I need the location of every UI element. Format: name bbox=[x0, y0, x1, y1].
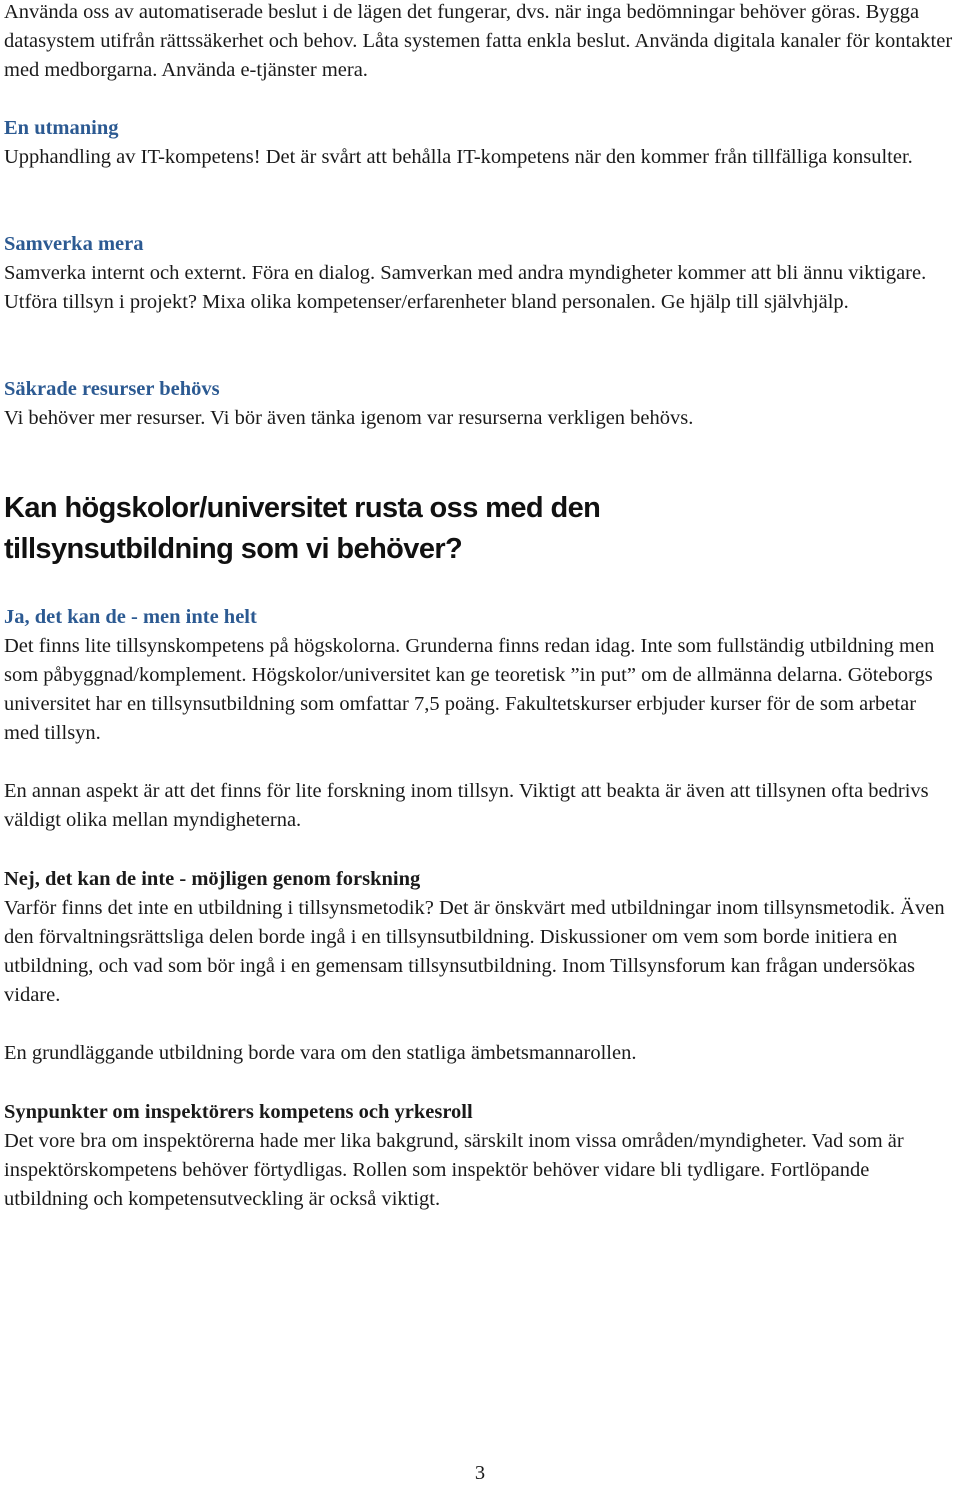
section-synpunkter bbox=[4, 1098, 954, 1214]
section-nej-det-kan-de-inte bbox=[4, 865, 954, 1068]
section-heading: Säkrade resurser behövs bbox=[4, 378, 220, 400]
section-paragraph: Varför finns det inte en utbildning i tillsynsmetodik? Det är önskvärt med utbildningar inom tillsynsmetodik. Även den förvaltningsrättsliga delen borde ingå i en tillsynsutbildning. Diskussioner om vem som borde initiera en utbildning, och vad som bör ingå i en gemensam tillsynsutbildning. Inom Tillsynsforum kan frågan undersökas vidare. bbox=[4, 897, 945, 1006]
section-heading: En utmaning bbox=[4, 117, 119, 139]
section-paragraph: Upphandling av IT-kompetens! Det är svårt att behålla IT-kompetens när den kommer från tillfälliga konsulter. bbox=[4, 146, 913, 168]
section-paragraph: Det vore bra om inspektörerna hade mer lika bakgrund, särskilt inom vissa områden/myndigheter. Vad som är inspektörskompetens behöver förtydligas. Rollen som inspektör behöver vidare bli tydligare. Fortlöpande utbildning och kompetensutveckling är också viktigt. bbox=[4, 1130, 904, 1210]
section-paragraph: En grundläggande utbildning borde vara om den statliga ämbetsmannarollen. bbox=[4, 1042, 637, 1064]
section-paragraph: En annan aspekt är att det finns för lite forskning inom tillsyn. Viktigt att beakta är även att tillsynen ofta bedrivs väldigt olika mellan myndigheterna. bbox=[4, 780, 929, 831]
section-ja-det-kan-de bbox=[4, 603, 954, 835]
section-heading: Samverka mera bbox=[4, 233, 144, 255]
title-line: Kan högskolor/universitet rusta oss med den bbox=[4, 492, 601, 524]
section-en-utmaning bbox=[4, 114, 954, 172]
intro-paragraph: Använda oss av automatiserade beslut i de lägen det fungerar, dvs. när inga bedömningar behöver göras. Bygga datasystem utifrån rättssäkerhet och behov. Låta systemen fatta enkla beslut. Använda digitala kanaler för kontakter med medborgarna. Använda e-tjänster mera. bbox=[4, 1, 953, 81]
section-paragraph: Samverka internt och externt. Föra en dialog. Samverkan med andra myndigheter kommer att bli ännu viktigare. Utföra tillsyn i projekt? Mixa olika kompetenser/erfarenheter bland personalen. Ge hjälp till självhjälp. bbox=[4, 262, 927, 313]
section-samverka-mera bbox=[4, 230, 954, 317]
section-heading: Nej, det kan de inte - möjligen genom forskning bbox=[4, 868, 421, 890]
main-question-title bbox=[4, 488, 954, 570]
title-line: tillsynsutbildning som vi behöver? bbox=[4, 533, 463, 565]
section-paragraph: Vi behöver mer resurser. Vi bör även tänka igenom var resurserna verkligen behövs. bbox=[4, 407, 694, 429]
section-heading: Ja, det kan de - men inte helt bbox=[4, 606, 257, 628]
section-heading: Synpunkter om inspektörers kompetens och yrkesroll bbox=[4, 1101, 473, 1123]
page-number: 3 bbox=[474, 1462, 486, 1484]
section-paragraph: Det finns lite tillsynskompetens på högskolorna. Grunderna finns redan idag. Inte som fullständig utbildning men som påbyggnad/komplement. Högskolor/universitet kan ge teoretisk ”in put” om de allmänna delarna. Göteborgs universitet har en tillsynsutbildning som omfattar 7,5 poäng. Fakultetskurser erbjuder kurser för de som arbetar med tillsyn. bbox=[4, 635, 935, 744]
section-sakrade-resurser bbox=[4, 375, 954, 433]
